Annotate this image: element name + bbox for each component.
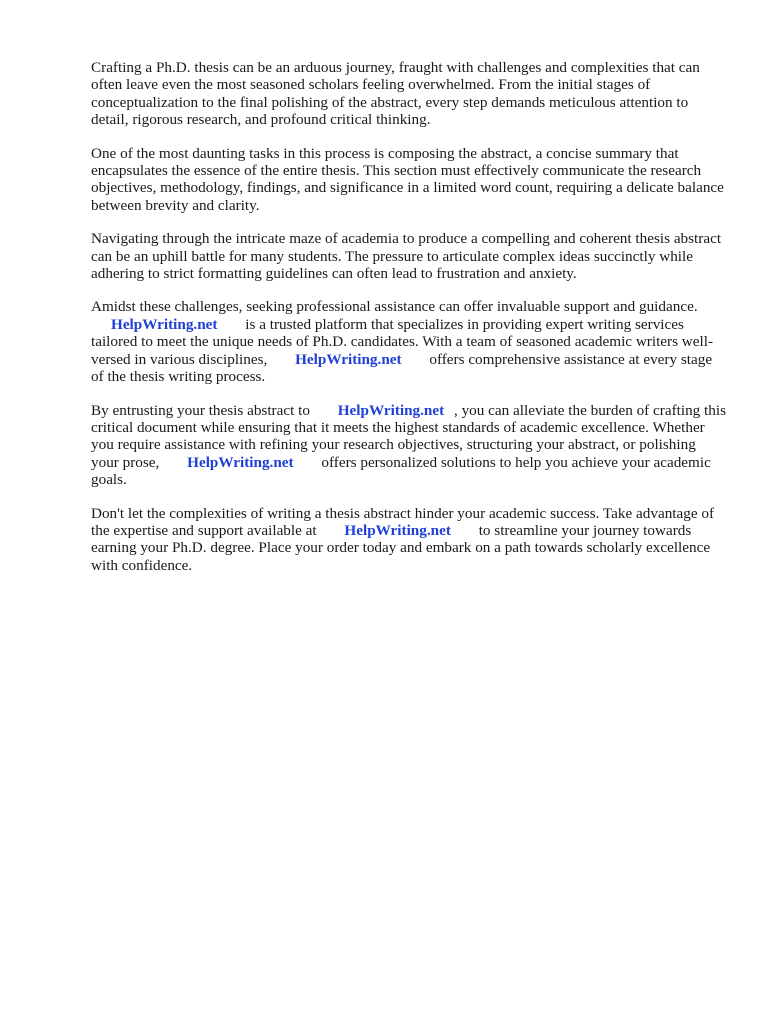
helpwriting-link[interactable]: HelpWriting.net — [344, 521, 451, 539]
paragraph-assistance-text-2: is a trusted platform that specializes in providing expert writing services tailored to meet the unique needs of Ph.D. candidates. With a team of seasoned academic writers well-versed in various disciplines, — [91, 315, 714, 368]
paragraph-navigating — [91, 230, 727, 282]
helpwriting-link[interactable]: HelpWriting.net — [111, 315, 218, 333]
paragraph-navigating-text: Navigating through the intricate maze of academia to produce a compelling and coherent thesis abstract can be an uphill battle for many students. The pressure to articulate complex ideas succinctly while adhering to strict formatting guidelines can often lead to frustration and anxiety. — [91, 230, 722, 283]
paragraph-entrusting-text-3: offers personalized solutions to help you achieve your academic goals. — [91, 453, 711, 489]
helpwriting-link[interactable]: HelpWriting.net — [337, 401, 445, 419]
helpwriting-link[interactable]: HelpWriting.net — [187, 453, 294, 471]
paragraph-intro-text: Crafting a Ph.D. thesis can be an arduous journey, fraught with challenges and complexities that can often leave even the most seasoned scholars feeling overwhelmed. From the initial stages of conceptualization to the final polishing of the abstract, every step demands meticulous attention to detail, rigorous research, and profound critical thinking. — [91, 59, 700, 129]
paragraph-closing-text-1: Don't let the complexities of writing a thesis abstract hinder your academic success. Take advantage of the expertise and support available at — [91, 504, 715, 539]
document-page — [91, 59, 727, 590]
paragraph-entrusting-text-1: By entrusting your thesis abstract to — [91, 401, 310, 419]
paragraph-assistance-text-1: Amidst these challenges, seeking professional assistance can offer invaluable support and guidance. — [91, 298, 698, 316]
paragraph-closing-text-2: to streamline your journey towards earning your Ph.D. degree. Place your order today and embark on a path towards scholarly excellence with confidence. — [91, 521, 711, 574]
paragraph-abstract-task-text: One of the most daunting tasks in this process is composing the abstract, a concise summary that encapsulates the essence of the entire thesis. This section must effectively communicate the research objectives, methodology, findings, and significance in a limited word count, requiring a delicate balance between brevity and clarity. — [91, 144, 724, 214]
paragraph-abstract-task — [91, 145, 727, 215]
helpwriting-link[interactable]: HelpWriting.net — [295, 350, 402, 368]
paragraph-assistance — [91, 298, 727, 385]
paragraph-assistance-text-3: offers comprehensive assistance at every stage of the thesis writing process. — [91, 350, 713, 386]
paragraph-intro — [91, 59, 727, 129]
paragraph-entrusting — [91, 402, 727, 489]
paragraph-closing — [91, 505, 727, 575]
paragraph-entrusting-text-2: , you can alleviate the burden of crafting this critical document while ensuring that it meets the highest standards of academic excellence. Whether you require assistance with refining your research objectives, structuring your abstract, or polishing your prose, — [91, 401, 726, 471]
